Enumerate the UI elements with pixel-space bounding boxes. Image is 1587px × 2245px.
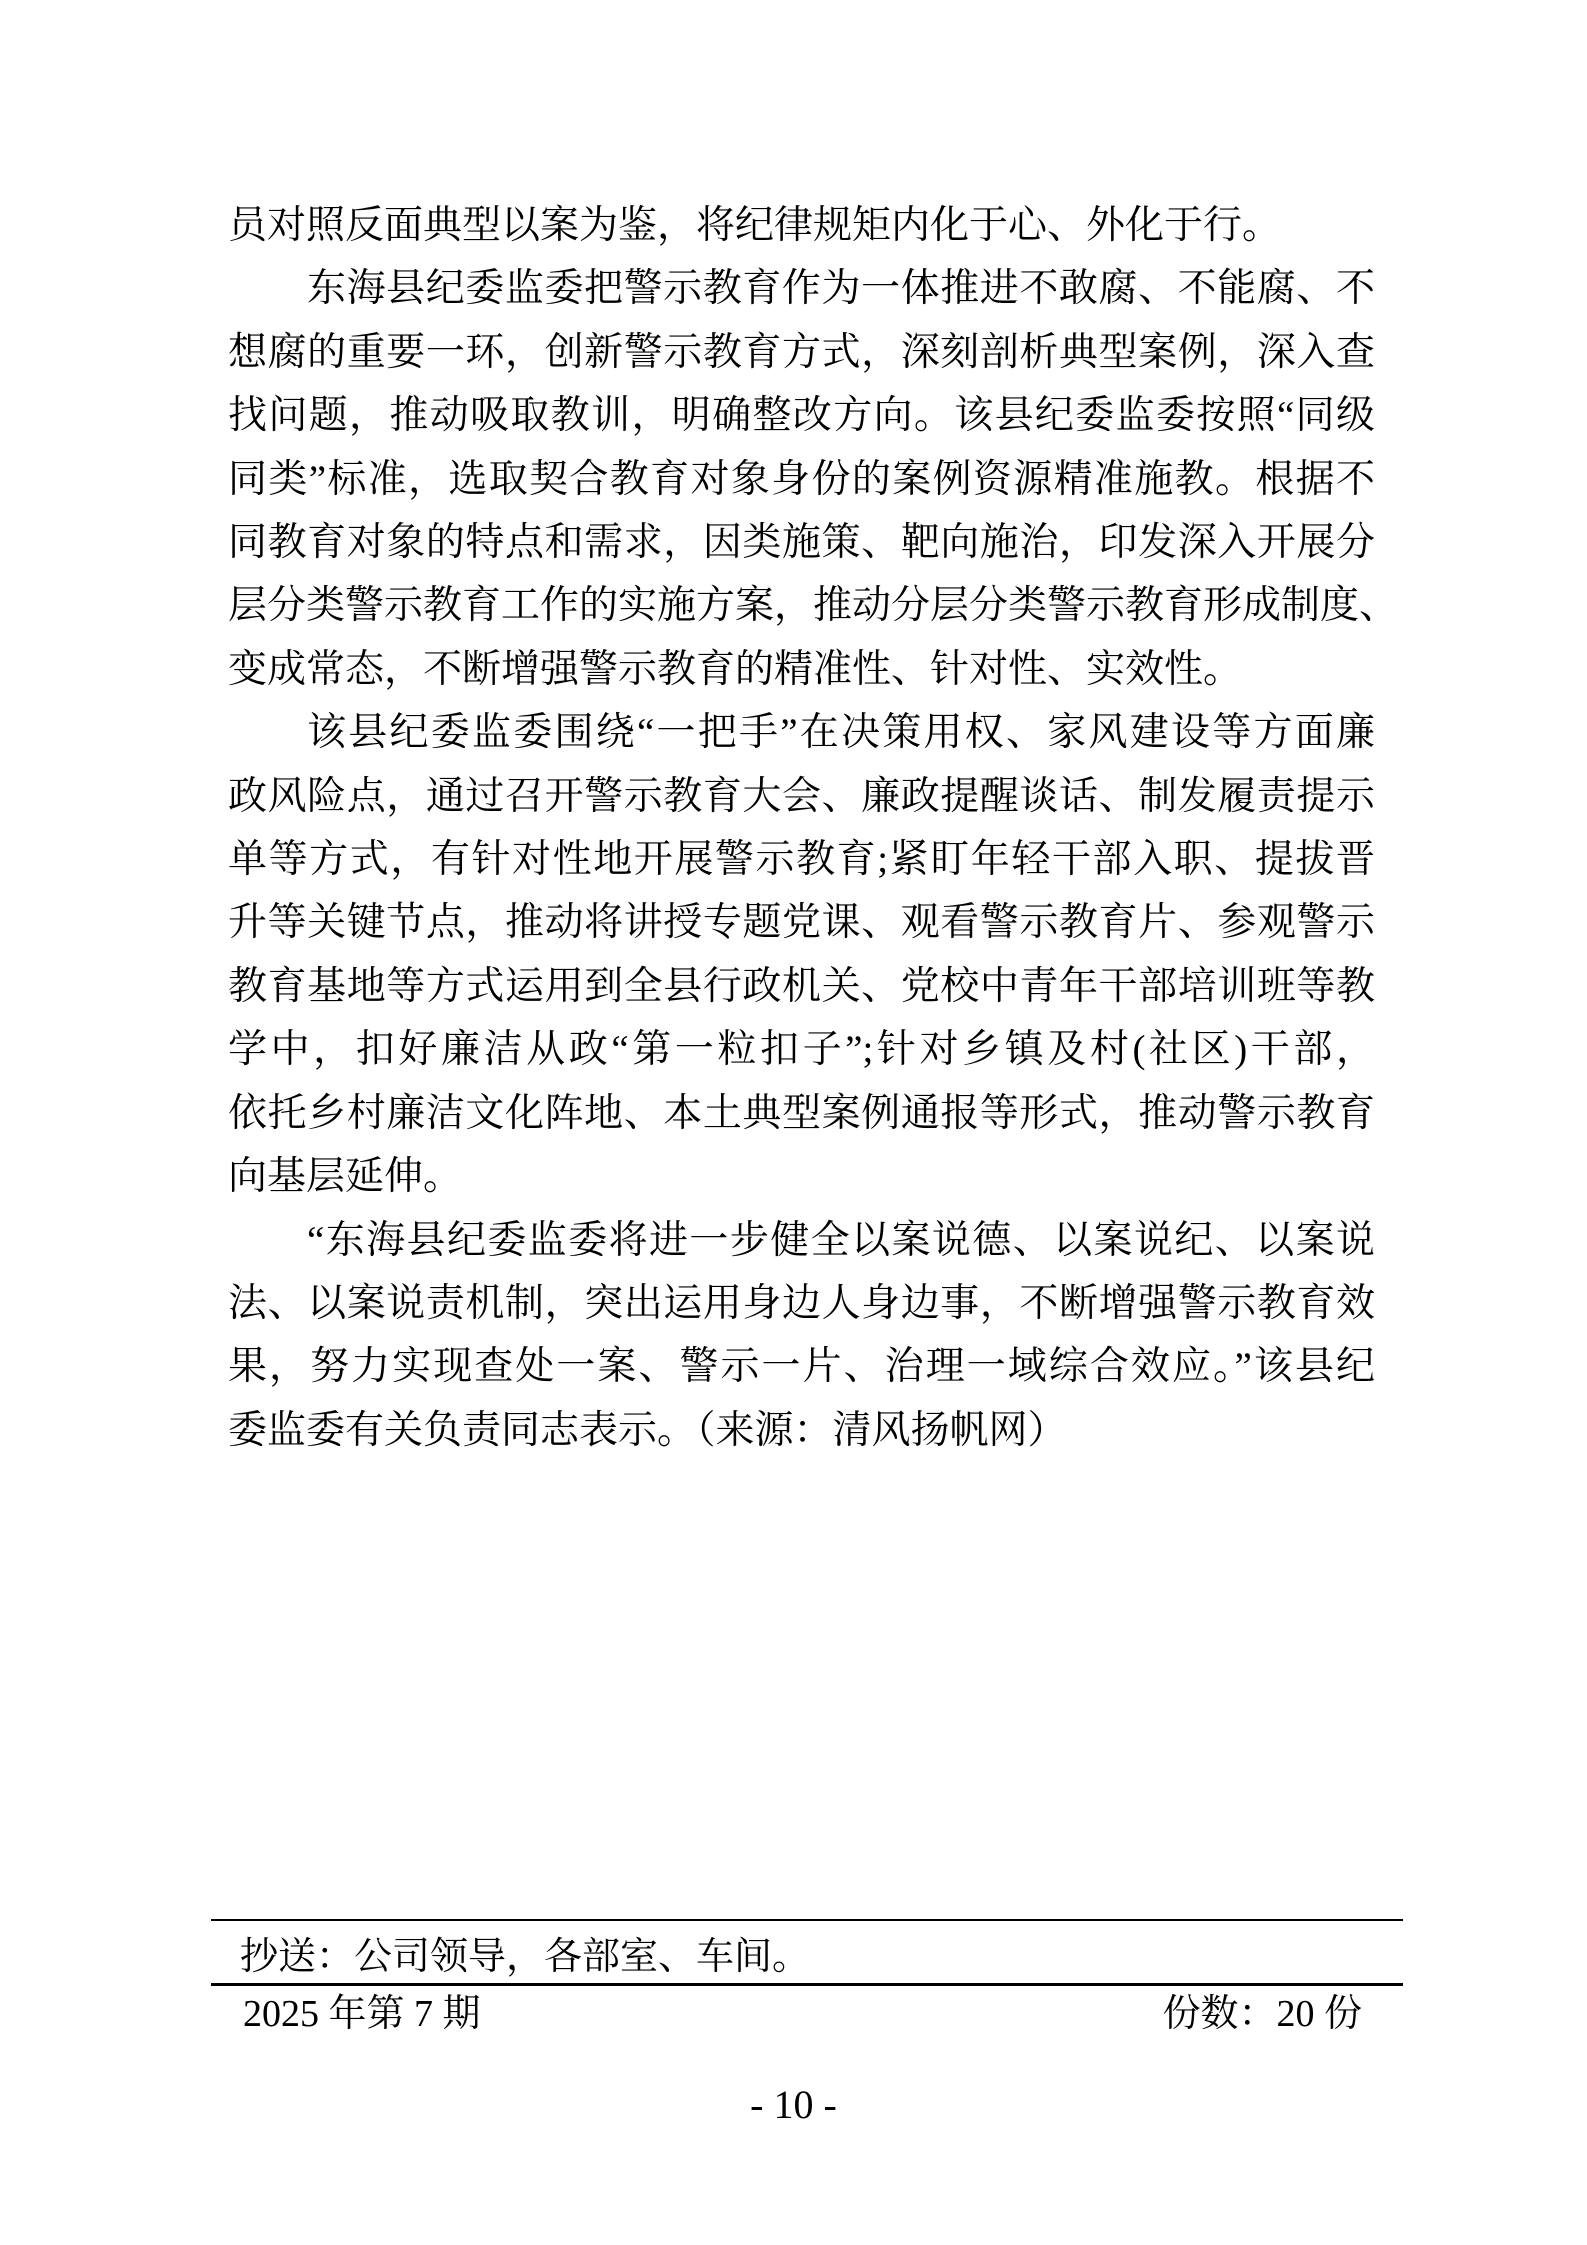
body-line: 学中，扣好廉洁从政“第一粒扣子”;针对乡镇及村(社区)干部， [228, 1028, 1375, 1072]
footer-divider-bottom [211, 1983, 1403, 1986]
footer-issue-row [243, 1992, 1362, 2036]
body-line: 教育基地等方式运用到全县行政机关、党校中青年干部培训班等教 [228, 964, 1375, 1008]
body-line: 变成常态，不断增强警示教育的精准性、针对性、实效性。 [228, 647, 1243, 691]
body-line: 员对照反面典型以案为鉴，将纪律规矩内化于心、外化于行。 [228, 204, 1282, 247]
cc-line: 抄送：公司领导，各部室、车间。 [240, 1936, 811, 1978]
body-line: 法、以案说责机制，突出运用身边人身边事，不断增强警示教育效 [228, 1281, 1375, 1325]
body-line: “东海县纪委监委将进一步健全以案说德、以案说纪、以案说 [307, 1218, 1375, 1262]
body-line: 依托乡村廉洁文化阵地、本土典型案例通报等形式，推动警示教育 [228, 1091, 1375, 1135]
issue-label: 2025 年第 7 期 [243, 1993, 481, 2035]
copies-label: 份数：20 份 [1162, 1993, 1362, 2035]
body-line: 委监委有关负责同志表示。（来源：清风扬帆网） [228, 1408, 1067, 1452]
body-line: 升等关键节点，推动将讲授专题党课、观看警示教育片、参观警示 [228, 901, 1375, 945]
body-line: 找问题，推动吸取教训，明确整改方向。该县纪委监委按照“同级 [228, 394, 1375, 438]
body-line: 想腐的重要一环，创新警示教育方式，深刻剖析典型案例，深入查 [228, 330, 1375, 374]
body-line: 同类”标准，选取契合教育对象身份的案例资源精准施教。根据不 [228, 457, 1375, 501]
body-line: 层分类警示教育工作的实施方案，推动分层分类警示教育形成制度、 [228, 584, 1399, 628]
page-number: - 10 - [750, 2082, 837, 2127]
body-line: 东海县纪委监委把警示教育作为一体推进不敢腐、不能腐、不 [307, 267, 1375, 311]
body-line: 同教育对象的特点和需求，因类施策、靶向施治，印发深入开展分 [228, 521, 1375, 565]
body-line: 单等方式，有针对性地开展警示教育;紧盯年轻干部入职、提拔晋 [228, 838, 1375, 882]
body-line: 该县纪委监委围绕“一把手”在决策用权、家风建设等方面廉 [307, 711, 1375, 755]
body-line: 向基层延伸。 [228, 1155, 463, 1199]
body-line: 果，努力实现查处一案、警示一片、治理一域综合效应。”该县纪 [228, 1345, 1375, 1389]
body-line: 政风险点，通过召开警示教育大会、廉政提醒谈话、制发履责提示 [228, 774, 1375, 818]
footer-divider-top [211, 1919, 1403, 1921]
body-text-block [228, 194, 1399, 1462]
